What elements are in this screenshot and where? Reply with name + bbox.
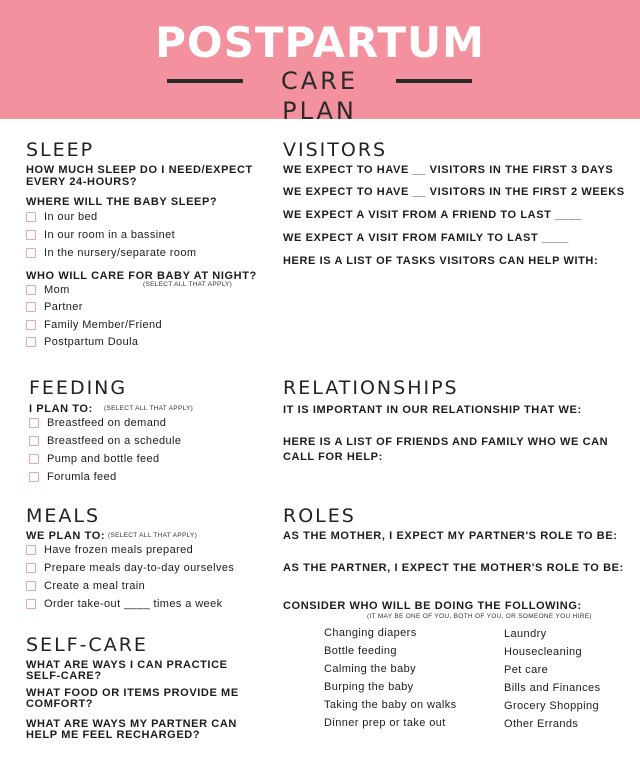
checkbox[interactable] — [26, 248, 36, 258]
task-left: Dinner prep or take out — [324, 717, 446, 729]
task-right: Housecleaning — [504, 646, 582, 658]
feeding-option-pump[interactable]: Pump and bottle feed — [29, 452, 160, 466]
checkbox[interactable] — [29, 454, 39, 464]
selfcare-question-3: WHAT ARE WAYS MY PARTNER CAN — [26, 718, 237, 730]
task-left: Burping the baby — [324, 681, 414, 693]
night-option-doula[interactable]: Postpartum Doula — [26, 335, 138, 349]
checkbox[interactable] — [26, 581, 36, 591]
header-banner — [0, 0, 640, 125]
roles-line-1: AS THE MOTHER, I EXPECT MY PARTNER'S ROLE TO BE: — [283, 530, 618, 542]
relationships-line-1: IT IS IMPORTANT IN OUR RELATIONSHIP THAT WE: — [283, 404, 582, 416]
sleep-question-1-cont: EVERY 24-HOURS? — [26, 176, 138, 188]
visitors-line-1: WE EXPECT TO HAVE __ VISITORS IN THE FIRST 3 DAYS — [283, 164, 614, 176]
relationships-line-2: HERE IS A LIST OF FRIENDS AND FAMILY WHO WE CAN — [283, 436, 609, 448]
checkbox[interactable] — [26, 599, 36, 609]
feeding-option-demand[interactable]: Breastfeed on demand — [29, 416, 166, 430]
sleep-option-nursery[interactable]: In the nursery/separate room — [26, 246, 196, 260]
visitors-line-4: WE EXPECT A VISIT FROM FAMILY TO LAST ____ — [283, 232, 569, 244]
checkbox[interactable] — [29, 436, 39, 446]
selfcare-question-2: WHAT FOOD OR ITEMS PROVIDE ME — [26, 687, 239, 699]
meals-option-takeout[interactable]: Order take-out ____ times a week — [26, 597, 223, 611]
roles-line-3: CONSIDER WHO WILL BE DOING THE FOLLOWING: — [283, 600, 582, 612]
task-left: Taking the baby on walks — [324, 699, 457, 711]
sleep-select-note: (SELECT ALL THAT APPLY) — [143, 281, 233, 288]
task-left: Changing diapers — [324, 627, 417, 639]
task-right: Grocery Shopping — [504, 700, 600, 712]
checkbox[interactable] — [29, 472, 39, 482]
checkbox[interactable] — [29, 418, 39, 428]
sleep-question-1: HOW MUCH SLEEP DO I NEED/EXPECT — [26, 164, 253, 176]
visitors-line-2: WE EXPECT TO HAVE __ VISITORS IN THE FIRST 2 WEEKS — [283, 186, 625, 198]
task-right: Pet care — [504, 664, 549, 676]
checkbox[interactable] — [26, 230, 36, 240]
night-option-family[interactable]: Family Member/Friend — [26, 318, 162, 332]
visitors-line-3: WE EXPECT A VISIT FROM A FRIEND TO LAST ____ — [283, 209, 582, 221]
task-right: Laundry — [504, 628, 547, 640]
subtitle-row — [0, 66, 640, 125]
subtitle-rule-left — [167, 79, 243, 83]
meals-option-train[interactable]: Create a meal train — [26, 579, 145, 593]
selfcare-question-3-cont: HELP ME FEEL RECHARGED? — [26, 729, 201, 741]
roles-heading: ROLES — [283, 505, 356, 527]
selfcare-question-2-cont: COMFORT? — [26, 698, 94, 710]
sleep-option-bed[interactable]: In our bed — [26, 210, 98, 224]
checkbox[interactable] — [26, 320, 36, 330]
checkbox[interactable] — [26, 302, 36, 312]
page-title: POSTPARTUM — [155, 18, 485, 67]
sleep-heading: SLEEP — [26, 139, 95, 161]
meals-prompt: WE PLAN TO: — [26, 530, 106, 542]
feeding-option-schedule[interactable]: Breastfeed on a schedule — [29, 434, 181, 448]
night-option-mom[interactable]: Mom — [26, 283, 70, 297]
relationships-heading: RELATIONSHIPS — [283, 377, 459, 399]
visitors-heading: VISITORS — [283, 139, 388, 161]
task-right: Bills and Finances — [504, 682, 601, 694]
page-subtitle: CARE PLAN — [280, 67, 358, 125]
meals-heading: MEALS — [26, 505, 101, 527]
sleep-question-2: WHERE WILL THE BABY SLEEP? — [26, 196, 218, 208]
sleep-option-bassinet[interactable]: In our room in a bassinet — [26, 228, 175, 242]
feeding-heading: FEEDING — [29, 377, 128, 399]
roles-note: (IT MAY BE ONE OF YOU, BOTH OF YOU, OR SOMEONE YOU HIRE) — [367, 613, 592, 620]
checkbox[interactable] — [26, 563, 36, 573]
checkbox[interactable] — [26, 285, 36, 295]
task-left: Bottle feeding — [324, 645, 397, 657]
task-right: Other Errands — [504, 718, 579, 730]
selfcare-question-1: WHAT ARE WAYS I CAN PRACTICE — [26, 659, 228, 671]
subtitle-rule-right — [396, 79, 472, 83]
checkbox[interactable] — [26, 337, 36, 347]
feeding-prompt: I PLAN TO: — [29, 403, 93, 415]
selfcare-question-1-cont: SELF-CARE? — [26, 670, 102, 682]
meals-select-note: (SELECT ALL THAT APPLY) — [108, 532, 198, 539]
night-option-partner[interactable]: Partner — [26, 300, 83, 314]
sleep-question-3: WHO WILL CARE FOR BABY AT NIGHT? — [26, 270, 257, 282]
checkbox[interactable] — [26, 212, 36, 222]
checkbox[interactable] — [26, 545, 36, 555]
meals-option-daily[interactable]: Prepare meals day-to-day ourselves — [26, 561, 234, 575]
relationships-line-2-cont: CALL FOR HELP: — [283, 451, 383, 463]
visitors-line-5: HERE IS A LIST OF TASKS VISITORS CAN HELP WITH: — [283, 255, 599, 267]
selfcare-heading: SELF-CARE — [26, 634, 148, 656]
meals-option-frozen[interactable]: Have frozen meals prepared — [26, 543, 193, 557]
task-left: Calming the baby — [324, 663, 417, 675]
roles-line-2: AS THE PARTNER, I EXPECT THE MOTHER'S ROLE TO BE: — [283, 562, 624, 574]
feeding-select-note: (SELECT ALL THAT APPLY) — [104, 405, 194, 412]
feeding-option-formula[interactable]: Forumla feed — [29, 470, 117, 484]
